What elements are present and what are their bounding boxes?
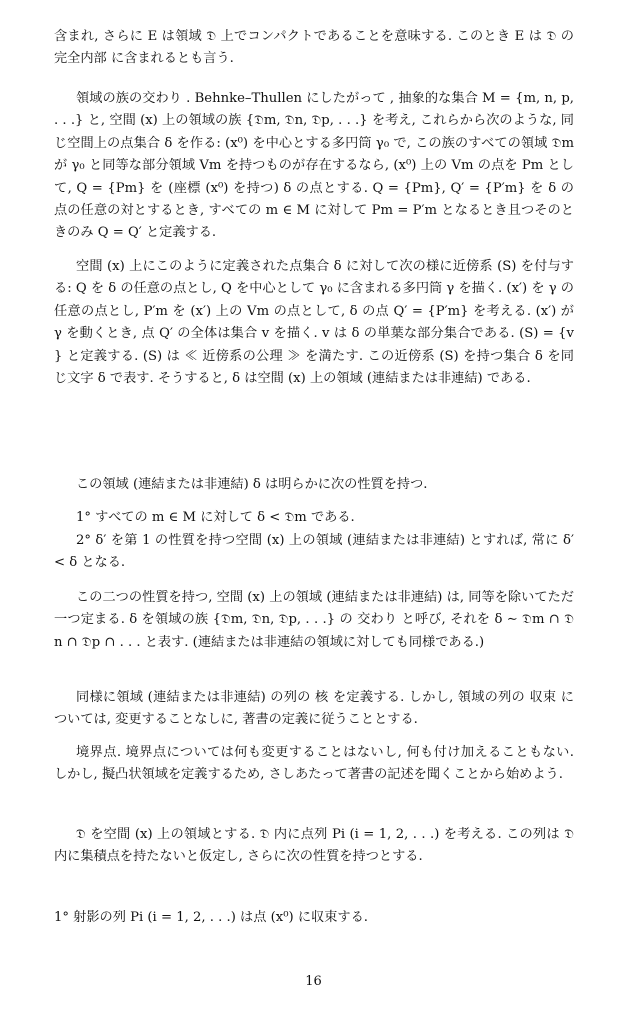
paragraph-kernel-convergence: 同様に領域 (連結または非連結) の列の 核 を定義する. しかし, 領域の列の 収束 については, 変更することなしに, 著書の定義に従うこととする. xyxy=(54,690,574,728)
condition-1: 1° 射影の列 Pi (i = 1, 2, . . .) は点 (x⁰) に収束する. xyxy=(54,910,368,925)
paragraph-uniqueness: この二つの性質を持つ, 空間 (x) 上の領域 (連結または非連結) は, 同等を除いてただ一つ定まる. δ を領域の族 {𝔇m, 𝔇n, 𝔇p, . . .} の 交わり と呼び, それを δ ∼ 𝔇m ∩ 𝔇n ∩ 𝔇p ∩ . . . と表す. (連結または非連結の領域に対しても同様である.) xyxy=(54,590,574,650)
paragraph-continuation: 含まれ, さらに E は領域 𝔇 上でコンパクトであることを意味する. このとき E は 𝔇 の 完全内部 に含まれるとも言う. xyxy=(54,29,574,67)
paragraph-neighborhood-system: 空間 (x) 上にこのように定義された点集合 δ に対して次の様に近傍系 (S) を付与する: Q を δ の任意の点とし, Q を中心として γ₀ に含まれる多円筒 γ を描く. (x′) を γ の任意の点とし, P′m を (x′) 上の Vm の点として, δ の点 Q′ = {P′m} を考える. (x′) が γ を動くとき, 点 Q′ の全体は集合 v を描く. v は δ の単葉な部分集合である. (S) = {v} と定義する. (S) は ≪ 近傍系の公理 ≫ を満たす. この近傍系 (S) を持つ集合 δ を同じ文字 δ で表す. そうすると, δ は空間 (x) 上の領域 (連結または非連結) である. xyxy=(54,259,574,387)
paragraph-point-sequence: 𝔇 を空間 (x) 上の領域とする. 𝔇 内に点列 Pi (i = 1, 2, . . .) を考える. この列は 𝔇 内に集積点を持たないと仮定し, さらに次の性質を持つとする. xyxy=(54,827,574,865)
property-2: 2° δ′ を第 1 の性質を持つ空間 (x) 上の領域 (連結または非連結) とすれば, 常に δ′ < δ となる. xyxy=(54,533,574,571)
paragraph-properties-intro: この領域 (連結または非連結) δ は明らかに次の性質を持つ. xyxy=(76,477,428,492)
paragraph-intersection-of-domains: 領域の族の交わり . Behnke–Thullen にしたがって , 抽象的な集合 M = {m, n, p, . . .} と, 空間 (x) 上の領域の族 {𝔇m, 𝔇n, 𝔇p, . . .} を考え, これらから次のような, 同じ空間上の点集合 δ を作る: (x⁰) を中心とする多円筒 γ₀ で, この族のすべての領域 𝔇m が γ₀ と同等な部分領域 Vm を持つものが存在するなら, (x⁰) 上の Vm の点を Pm として, Q = {Pm} を (座標 (x⁰) を持つ) δ の点とする. Q = {Pm}, Q′ = {P′m} を δ の点の任意の対とするとき, すべての m ∈ M に対して Pm = P′m となるとき且つそのときのみ Q = Q′ と定義する. xyxy=(54,91,574,241)
property-1: 1° すべての m ∈ M に対して δ < 𝔇m である. xyxy=(76,510,355,525)
page-number: 16 xyxy=(305,974,322,989)
paragraph-boundary-points: 境界点. 境界点については何も変更することはないし, 何も付け加えることもない. しかし, 擬凸状領域を定義するため, さしあたって著書の記述を聞くことから始めよう. xyxy=(54,745,574,783)
